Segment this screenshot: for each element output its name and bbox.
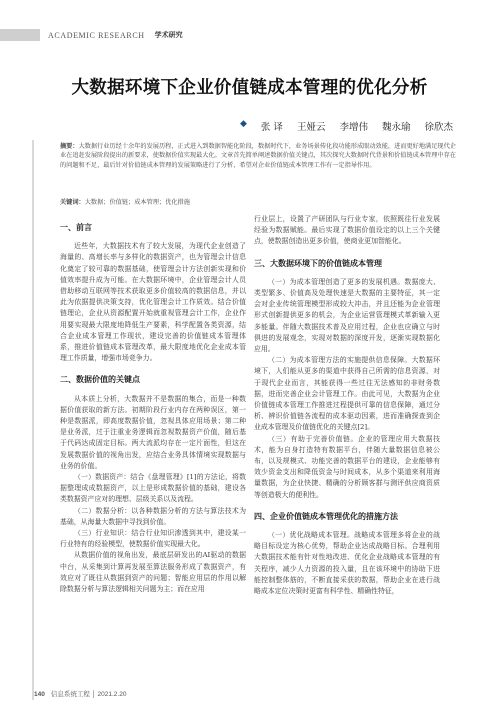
- paragraph: （二）数据分析：以各种数据分析的方法与算法技术为基础，从海量大数据中寻找到价值。: [60, 506, 246, 526]
- paragraph: （三）有助于完善价值链。企业的管理应用大数据技术，能为自身打造特有数据平台，伴随大量数据信息被公布，以及规模式、功能完善的数据平台的建设，企业能够有效少资金支出和降低资金与时间成本，从多个渠道来利用海量数据，为企业快捷、精确的分析顾客群与测评供应商资质等创造极大的便利性。: [254, 434, 440, 499]
- paragraph: （三）行业知识：结合行业知识渗透到其中，建设某一行业特有的经验模型，使数据价值实现最大化。: [60, 529, 246, 549]
- paragraph: 行业层上，设置了产研团队与行业专家，依照既往行业发展经验为数据赋能。最后实现了数据价值设定的以上三个关键点，使数据创造出更多价值，使商业更加智能化。: [254, 215, 440, 246]
- abstract: [60, 142, 456, 170]
- paragraph: （一）优化战略成本管理。战略成本管理多将企业的战略目标设定为核心优势，帮助企业达成战略目标。合理利用大数据技术能有针对性地改进、优化企业战略成本管理的有关程序，减少人力资源的投入量，且在该环境中的协助下进能控制整体筋的，不断直接采获的数据，帮助企业在进行战略成本定位决策时更富有科学性、精确性特征，: [254, 531, 440, 596]
- author-list: [240, 119, 453, 133]
- paragraph: （一）为成本管理创造了更多的发展机遇。数据庞大、类型繁多、价值高及处理快速是大数据的主要特征，其一定会对企业传统管理模型形成较大冲击，并且还能为企业管理形式创新提供更多的机会，为企业运营管理模式革新输入更多能量。伴随大数据技术普及应用过程，企业也应确立与时俱进的发展观念，实现对数据的深度开发，逐渐实现数据化应用。: [254, 277, 440, 354]
- section-heading: 四、企业价值链成本管理优化的措施方法: [254, 511, 398, 521]
- journal-section-cn: 学术研究: [154, 31, 183, 39]
- margin-bar: [32, 140, 34, 700]
- abstract-text: 大数据行业历经十余年的发展历程，正式进入到数据智能化阶段，数据时代下，业务场景传化段功能形成眼动效能，进而更好地满足现代企业在追赶发展阶段提出的新要求，使数据价值实现最大化。文章首先简单阐述数据价值关键点，其次探究大数据时代背景和价值链成本管理中存在的问题和不足，最后针对价值链成本管理的发展策略进行了分析，希望对企业价值链成本管理工作有一定指导作用。: [60, 143, 456, 169]
- keywords-label: 关键词：: [60, 199, 85, 206]
- journal-name-en: ACADEMIC RESEARCH: [48, 30, 145, 40]
- author: 魏永瑜: [381, 122, 411, 133]
- footer-text: 信息系统工程 │ 2021.2.20: [50, 691, 127, 698]
- paragraph: 从本质上分析，大数据并不是数据的集合，而是一种数据价值获取的新方法。初期阶段行业内存在两种误区，第一种是数据派，即高度数据价值，忽视具体应用场景；第二种是业务派，过于注重业务逻辑而忽视数据资产价值，随后基于代码达成固定目标。两大流派均存在一定片面性，但这在发展数据价值的视角出发，应结合业务具体情境实现数据与业务的价值。: [60, 394, 246, 470]
- abstract-label: 摘要：: [60, 143, 79, 150]
- left-column: [60, 222, 246, 595]
- author: 张 译: [260, 122, 283, 133]
- paragraph: （一）数据资产：结合《盘理管理》[1]的方法论，将数据整理成成数据资产，以上是形成数据价值的基础，建设各类数据资产应对的理想、层级关系以及流程。: [60, 473, 246, 504]
- section-heading: 一、前言: [60, 223, 92, 232]
- paragraph: 从数据价值的视角出发，最底层研发出的AI驱动的数据中台，从采集到计算再发展至算法服务形成了数据资产，有效应对了既往从数据到资产的问题；智能应用层的作用以解除数据分析与算法逻辑相关问题为主；而在应用: [60, 551, 246, 594]
- right-column: [254, 214, 440, 597]
- article-title: 大数据环境下企业价值链成本管理的优化分析: [71, 78, 428, 98]
- paragraph: 近些年，大数据技术有了较大发展，为现代企业创造了海量的、高增长率与多样化的数据资产，也为管理会计信息化奠定了较可靠的数据基础，使管理会计方法创新实现和价值效率提升成为可能。在大数据环境中，企业管理会计人员借助移动互联网等技术获取更多价值较高的数据信息，并以此为依据提供决策支持，优化管理会计工作质效。结合价值链理论，企业从资源配置开始就重视管理会计工作，企业作用要实现最大限度地降低生产要素，科学配置各类资源，结合企业成本管理工作现状，建设完善的价值链成本管理体系，推进价值链成本管理改革，最大限度地优化企业成本管理工作质量，增强市场竞争力。: [60, 242, 246, 363]
- keywords-text: 大数据；价值链；成本管理；优化措施: [84, 199, 190, 206]
- header-gray-block: [0, 29, 40, 41]
- page-footer: [34, 689, 126, 698]
- diamond-icon: ◆: [239, 119, 247, 129]
- paragraph: （二）为成本管理方法的实施提供信息保障。大数据环境下，人们能从更多的渠道中获得自己所需的信息资源，对于现代企业而言，其能获得一些过往无法感知的非财务数据，进而完善企业会计管理工作。由此可见，大数据为企业价值链成本管理工作推进过程提供可靠的信息保障，通过分析、辨识价值链各流程的成本驱动因素，进而准确探查到企业成本管理及价值链优化的关键点[2]。: [254, 356, 440, 432]
- page-number: 140: [34, 691, 45, 698]
- author: 李增伟: [339, 122, 368, 133]
- author: 徐欣杰: [424, 122, 453, 133]
- journal-header: [0, 28, 499, 42]
- keywords: [60, 197, 456, 206]
- author: 王娅云: [296, 122, 326, 133]
- section-heading: 二、数据价值的关键点: [60, 375, 140, 385]
- section-heading: 三、大数据环境下的价值链成本管理: [254, 258, 382, 268]
